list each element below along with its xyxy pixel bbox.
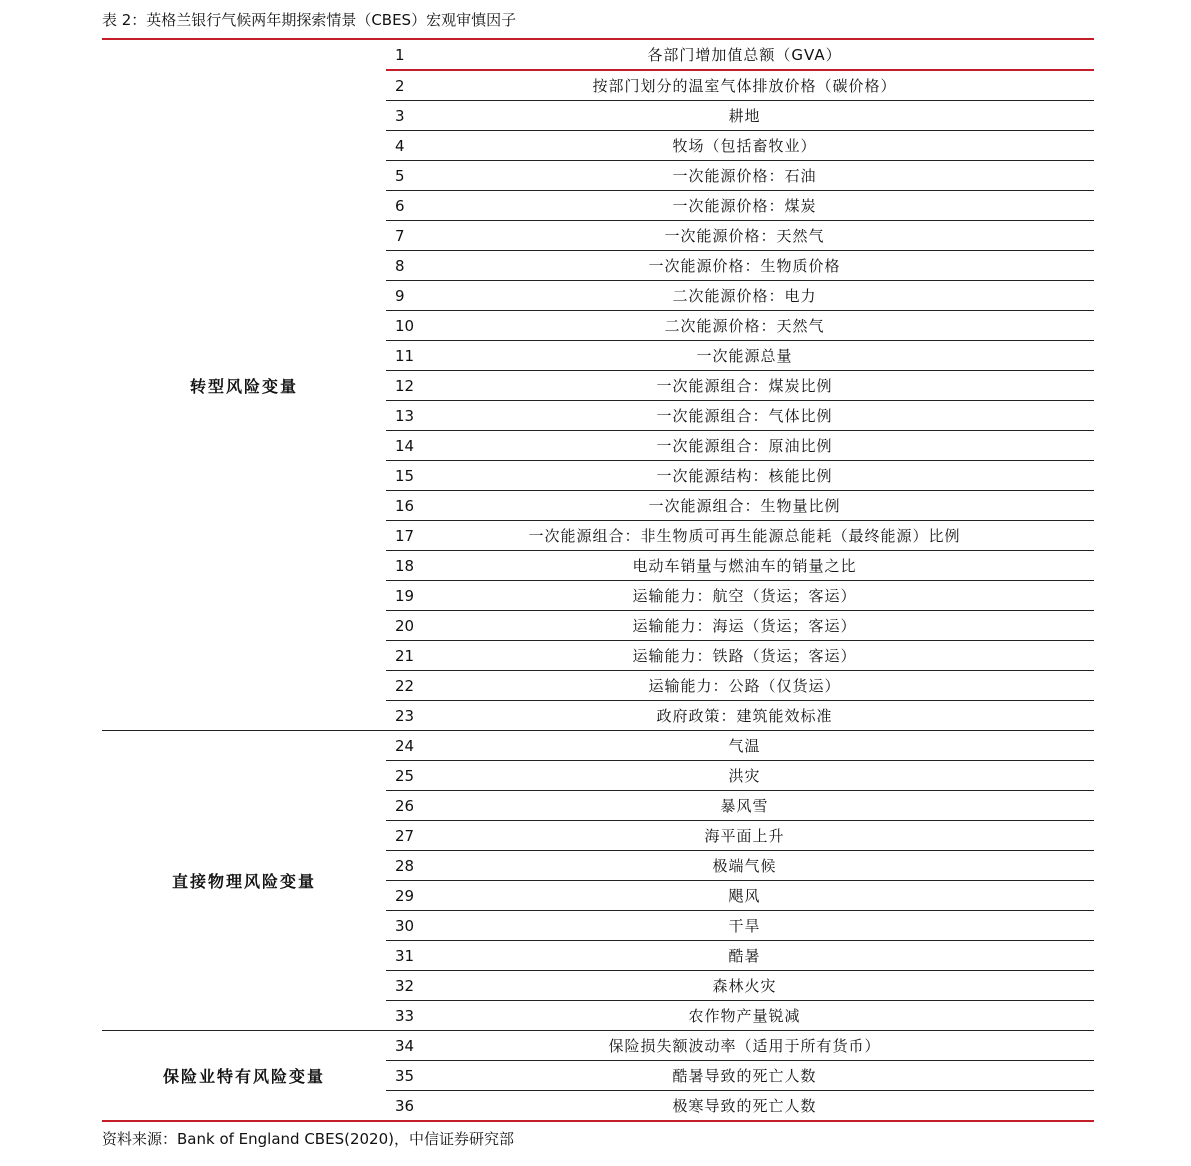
row-item: 一次能源组合：煤炭比例: [656, 377, 833, 395]
row-number: 27: [395, 826, 415, 845]
table-row: [386, 521, 1094, 551]
table-row: [386, 551, 1094, 581]
row-item: 农作物产量锐减: [688, 1007, 801, 1025]
row-item: 电动车销量与燃油车的销量之比: [632, 557, 857, 575]
row-item: 飓风: [728, 887, 761, 905]
row-item: 酷暑导致的死亡人数: [672, 1067, 817, 1085]
table-row: [386, 491, 1094, 521]
table-row: [386, 191, 1094, 221]
document: [102, 0, 1094, 1149]
row-number: 1: [395, 45, 405, 64]
table-row: [386, 311, 1094, 341]
table-row: [386, 251, 1094, 281]
row-item: 一次能源价格：天然气: [664, 227, 825, 245]
row-item: 各部门增加值总额（GVA）: [647, 46, 842, 64]
row-number: 11: [395, 346, 415, 365]
row-number: 14: [395, 436, 415, 455]
row-number: 12: [395, 376, 415, 395]
row-item: 一次能源价格：煤炭: [672, 197, 817, 215]
row-item: 一次能源价格：生物质价格: [648, 257, 841, 275]
group-rows: [386, 40, 1094, 730]
row-item: 运输能力：海运（货运；客运）: [632, 617, 857, 635]
table-row: [386, 941, 1094, 971]
row-item: 一次能源组合：原油比例: [656, 437, 833, 455]
table-row: [386, 851, 1094, 881]
row-item: 政府政策：建筑能效标准: [656, 707, 833, 725]
variable-group: [102, 40, 1094, 731]
row-number: 25: [395, 766, 415, 785]
row-number: 4: [395, 136, 405, 155]
row-number: 33: [395, 1006, 415, 1025]
table-row: [386, 671, 1094, 701]
table-row: [386, 431, 1094, 461]
row-number: 26: [395, 796, 415, 815]
row-item: 海平面上升: [704, 827, 785, 845]
row-number: 16: [395, 496, 415, 515]
table-row: [386, 911, 1094, 941]
table-row: [386, 611, 1094, 641]
row-number: 30: [395, 916, 415, 935]
row-item: 一次能源结构：核能比例: [656, 467, 833, 485]
row-number: 21: [395, 646, 415, 665]
table-row: [386, 281, 1094, 311]
row-number: 34: [395, 1036, 415, 1055]
row-item: 干旱: [728, 917, 761, 935]
row-item: 洪灾: [728, 767, 761, 785]
row-number: 13: [395, 406, 415, 425]
table-title: 表 2：英格兰银行气候两年期探索情景（CBES）宏观审慎因子: [102, 11, 517, 29]
table-row: [386, 641, 1094, 671]
row-number: 10: [395, 316, 415, 335]
row-item: 森林火灾: [712, 977, 777, 995]
row-item: 运输能力：航空（货运；客运）: [632, 587, 857, 605]
table-row: [386, 341, 1094, 371]
group-label: 直接物理风险变量: [171, 872, 316, 891]
row-number: 22: [395, 676, 415, 695]
row-number: 3: [395, 106, 405, 125]
row-item: 一次能源总量: [696, 347, 793, 365]
table-row: [386, 131, 1094, 161]
table-row: [386, 461, 1094, 491]
row-number: 18: [395, 556, 415, 575]
row-item: 一次能源价格：石油: [672, 167, 817, 185]
row-item: 耕地: [728, 107, 761, 125]
row-item: 酷暑: [728, 947, 761, 965]
table-row: [386, 581, 1094, 611]
group-label: 保险业特有风险变量: [162, 1067, 325, 1086]
row-item: 一次能源组合：生物量比例: [648, 497, 841, 515]
row-number: 15: [395, 466, 415, 485]
row-item: 一次能源组合：非生物质可再生能源总能耗（最终能源）比例: [528, 527, 961, 545]
row-item: 气温: [728, 737, 761, 755]
row-number: 8: [395, 256, 405, 275]
table-row: [386, 881, 1094, 911]
row-item: 二次能源价格：电力: [672, 287, 817, 305]
table-row: [386, 371, 1094, 401]
row-item: 运输能力：铁路（货运；客运）: [632, 647, 857, 665]
row-item: 极端气候: [712, 857, 777, 875]
table-row: [386, 821, 1094, 851]
row-number: 28: [395, 856, 415, 875]
row-item: 运输能力：公路（仅货运）: [648, 677, 841, 695]
source-note: 资料来源：Bank of England CBES(2020)，中信证券研究部: [102, 1130, 514, 1148]
table-row: [386, 221, 1094, 251]
row-number: 9: [395, 286, 405, 305]
table-row: [386, 761, 1094, 791]
table-row: [386, 1031, 1094, 1061]
variable-group: [102, 1031, 1094, 1122]
row-item: 暴风雪: [720, 797, 769, 815]
table-row: [386, 161, 1094, 191]
table-body: [102, 40, 1094, 1122]
group-rows: [386, 1031, 1094, 1120]
row-number: 17: [395, 526, 415, 545]
row-number: 2: [395, 76, 405, 95]
group-rows: [386, 731, 1094, 1030]
row-number: 24: [395, 736, 415, 755]
table-row: [386, 971, 1094, 1001]
table-row: [386, 791, 1094, 821]
group-label: 转型风险变量: [189, 376, 298, 396]
row-number: 6: [395, 196, 405, 215]
table-row: [386, 1061, 1094, 1091]
table-row: [386, 71, 1094, 101]
row-number: 32: [395, 976, 415, 995]
row-number: 29: [395, 886, 415, 905]
variable-group: [102, 731, 1094, 1031]
row-item: 保险损失额波动率（适用于所有货币）: [608, 1037, 881, 1055]
row-item: 极寒导致的死亡人数: [672, 1097, 817, 1115]
table-row: [386, 1091, 1094, 1120]
row-number: 31: [395, 946, 415, 965]
row-item: 二次能源价格：天然气: [664, 317, 825, 335]
row-number: 36: [395, 1096, 415, 1115]
row-item: 按部门划分的温室气体排放价格（碳价格）: [592, 77, 897, 95]
table-row: [386, 40, 1094, 71]
table-row: [386, 1001, 1094, 1030]
table-row: [386, 701, 1094, 730]
row-number: 19: [395, 586, 415, 605]
table-row: [386, 101, 1094, 131]
table-row: [386, 401, 1094, 431]
row-number: 5: [395, 166, 405, 185]
row-number: 20: [395, 616, 415, 635]
row-item: 一次能源组合：气体比例: [656, 407, 833, 425]
table-row: [386, 731, 1094, 761]
row-number: 23: [395, 706, 415, 725]
row-number: 35: [395, 1066, 415, 1085]
row-number: 7: [395, 226, 405, 245]
row-item: 牧场（包括畜牧业）: [672, 137, 817, 155]
